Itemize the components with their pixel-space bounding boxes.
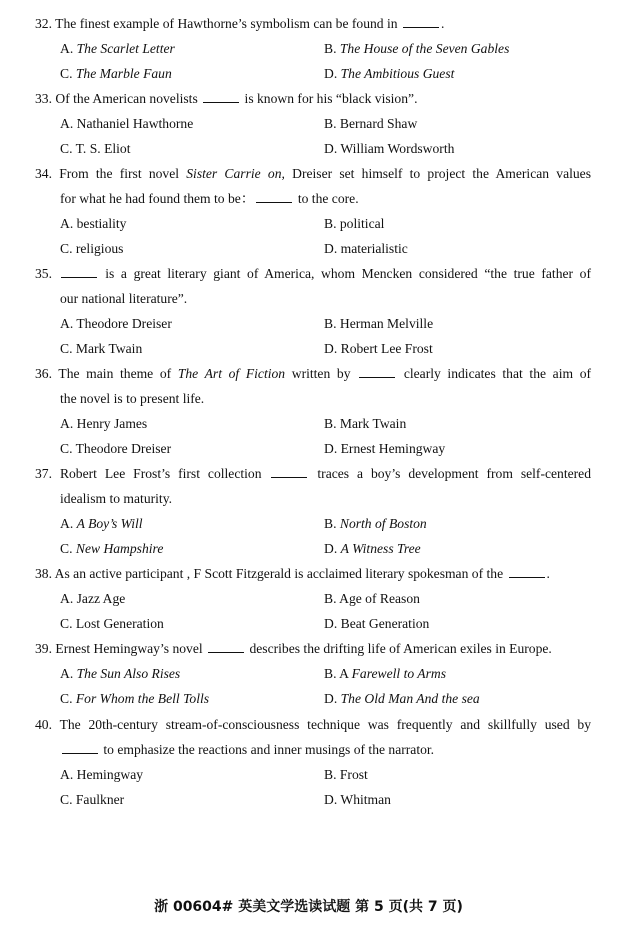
- answer-blank: [403, 16, 439, 28]
- answer-blank: [62, 742, 98, 754]
- answer-blank: [256, 191, 292, 203]
- question-36-option-b: B. Mark Twain: [324, 416, 407, 431]
- question-32-option-a: A. The Scarlet Letter: [60, 41, 175, 56]
- question-32-option-b: B. The House of the Seven Gables: [324, 41, 510, 56]
- question-34-stem: 34. From the first novel Sister Carrie on, Dreiser set himself to project the American values: [35, 166, 591, 181]
- question-34-option-a: A. bestiality: [60, 216, 127, 231]
- question-40-option-d: D. Whitman: [324, 792, 391, 807]
- question-35-option-c: C. Mark Twain: [60, 341, 143, 356]
- question-36-stem: 36. The main theme of The Art of Fiction written by clearly indicates that the aim of: [35, 366, 592, 381]
- question-33-option-b: B. Bernard Shaw: [324, 116, 418, 131]
- question-40-option-a: A. Hemingway: [60, 767, 144, 782]
- question-36-option-c: C. Theodore Dreiser: [60, 441, 172, 456]
- answer-blank: [509, 566, 545, 578]
- answer-blank: [208, 641, 244, 653]
- question-37-option-a: A. A Boy’s Will: [60, 516, 143, 531]
- question-35-option-b: B. Herman Melville: [324, 316, 434, 331]
- question-36-option-d: D. Ernest Hemingway: [324, 441, 446, 456]
- question-33-option-d: D. William Wordsworth: [324, 141, 455, 156]
- question-40-stem-continued: to emphasize the reactions and inner musings of the narrator.: [60, 742, 591, 758]
- question-32-option-c: C. The Marble Faun: [60, 66, 172, 81]
- question-35-stem-continued: our national literature”.: [60, 291, 188, 306]
- question-37-option-d: D. A Witness Tree: [324, 541, 421, 556]
- page-footer: 浙 00604# 英美文学选读试题 第 5 页(共 7 页): [154, 899, 463, 915]
- question-32-option-d: D. The Ambitious Guest: [324, 66, 455, 81]
- answer-blank: [359, 366, 395, 378]
- question-38-option-c: C. Lost Generation: [60, 616, 164, 631]
- question-34-option-b: B. political: [324, 216, 385, 231]
- question-39-option-d: D. The Old Man And the sea: [324, 691, 480, 706]
- question-33-option-c: C. T. S. Eliot: [60, 141, 131, 156]
- question-35-stem: 35. is a great literary giant of America, whom Mencken considered “the true father of: [35, 266, 591, 281]
- question-35-option-a: A. Theodore Dreiser: [60, 316, 172, 331]
- question-39-option-b: B. A Farewell to Arms: [324, 666, 446, 681]
- question-36-stem-continued: the novel is to present life.: [60, 391, 205, 406]
- question-39-stem: 39. Ernest Hemingway’s novel describes the drifting life of American exiles in Europe.: [35, 641, 552, 656]
- question-32-stem: 32. The finest example of Hawthorne’s symbolism can be found in .: [35, 16, 445, 31]
- question-38-stem: 38. As an active participant , F Scott Fitzgerald is acclaimed literary spokesman of the .: [35, 566, 550, 581]
- question-34-option-d: D. materialistic: [324, 241, 408, 256]
- question-37-option-c: C. New Hampshire: [60, 541, 164, 556]
- answer-blank: [271, 466, 307, 478]
- question-33-stem: 33. Of the American novelists is known for his “black vision”.: [35, 91, 418, 106]
- question-39-option-a: A. The Sun Also Rises: [60, 666, 181, 681]
- question-38-option-d: D. Beat Generation: [324, 616, 430, 631]
- answer-blank: [61, 266, 97, 278]
- question-33-option-a: A. Nathaniel Hawthorne: [60, 116, 194, 131]
- question-39-option-c: C. For Whom the Bell Tolls: [60, 691, 210, 706]
- question-37-option-b: B. North of Boston: [324, 516, 427, 531]
- question-34-option-c: C. religious: [60, 241, 124, 256]
- question-37-stem-continued: idealism to maturity.: [60, 491, 173, 506]
- question-40-option-c: C. Faulkner: [60, 792, 125, 807]
- question-34-stem-continued: for what he had found them to be： to the core.: [60, 191, 359, 206]
- question-40-stem: 40. The 20th-century stream-of-consciousness technique was frequently and skillfully used by: [35, 717, 592, 732]
- question-38-option-b: B. Age of Reason: [324, 591, 420, 606]
- question-37-stem: 37. Robert Lee Frost’s first collection traces a boy’s development from self-centered: [35, 466, 592, 481]
- question-36-option-a: A. Henry James: [60, 416, 148, 431]
- question-38-option-a: A. Jazz Age: [60, 591, 126, 606]
- question-35-option-d: D. Robert Lee Frost: [324, 341, 433, 356]
- answer-blank: [203, 91, 239, 103]
- question-40-option-b: B. Frost: [324, 767, 368, 782]
